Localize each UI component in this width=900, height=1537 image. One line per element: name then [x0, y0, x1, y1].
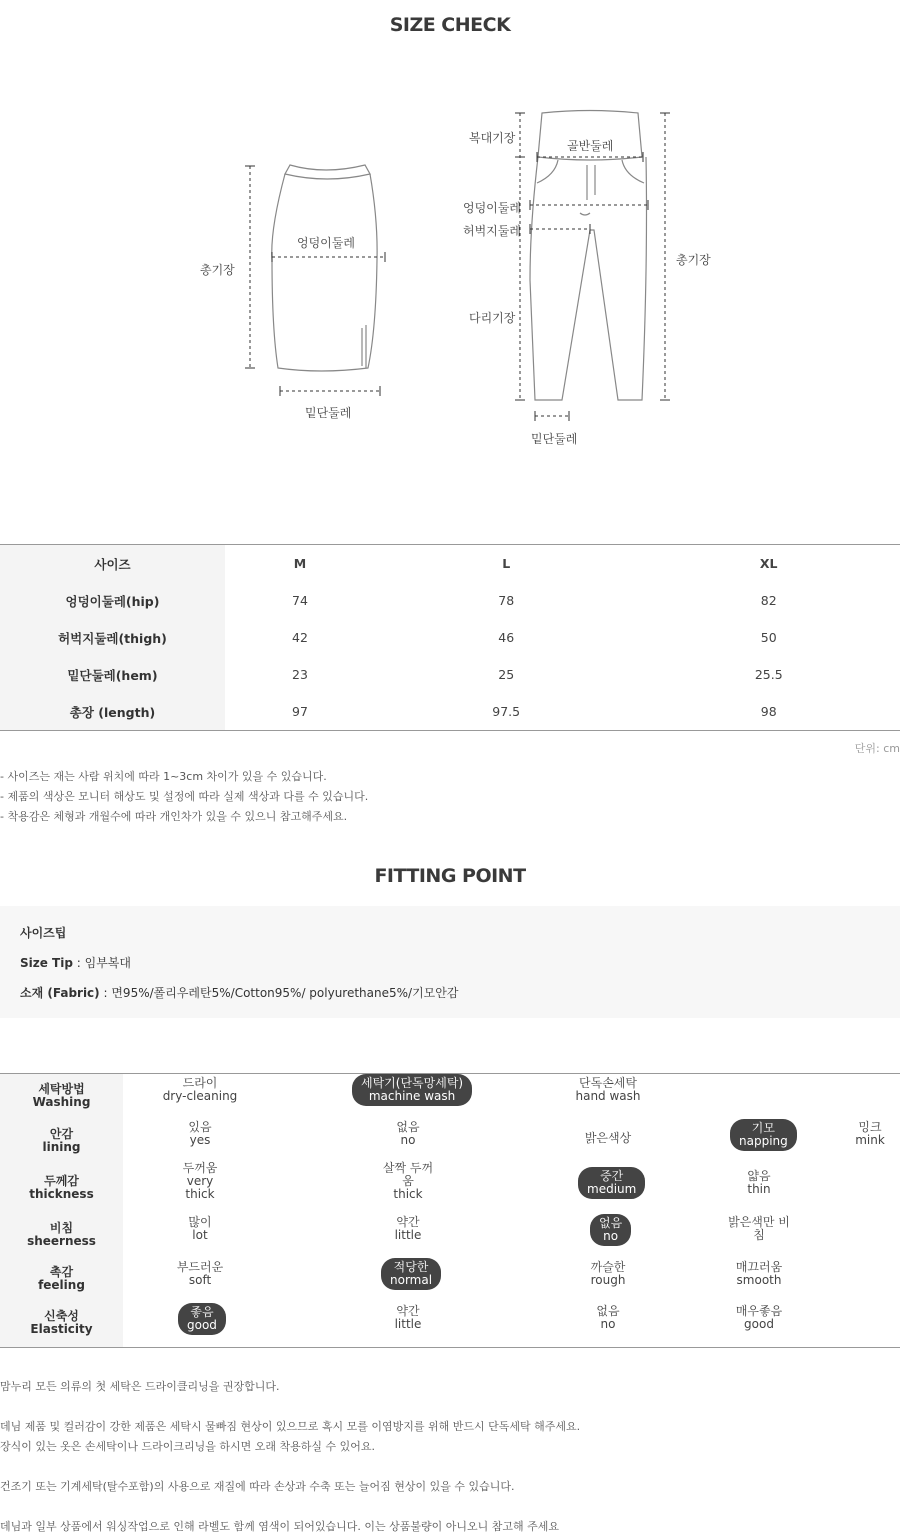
option-good-selected: 좋음 good — [178, 1303, 226, 1335]
fit-category: 안감 lining — [42, 1127, 81, 1154]
table-row — [0, 619, 900, 656]
size-notes — [0, 767, 368, 827]
table-cell: M — [225, 545, 375, 583]
option-no: 없음 no — [396, 1120, 420, 1147]
pants-belly-band-label: 복대기장 — [469, 131, 516, 145]
care-note: 데님 제품 및 컬러감이 강한 제품은 세탁시 물빠짐 현상이 있으므로 혹시 모를 이염방지를 위해 반드시 단독세탁 해주세요. — [0, 1420, 581, 1433]
fabric-row — [20, 984, 458, 1001]
option-hand-wash: 단독손세탁 hand wash — [575, 1076, 641, 1103]
table-cell: 46 — [498, 630, 515, 645]
pants-total-length-label: 총기장 — [676, 253, 711, 267]
option-soft: 부드러운 soft — [176, 1260, 224, 1287]
skirt-hem-marker — [270, 384, 390, 398]
table-cell: 밑단둘레(hem) — [0, 656, 225, 693]
table-cell: 98 — [637, 693, 900, 731]
table-cell: 78 — [498, 593, 515, 608]
size-tip-row — [20, 954, 131, 971]
size-table-header-row — [0, 545, 900, 583]
option-little: 약간 little — [394, 1215, 422, 1242]
size-tip-box — [0, 906, 900, 1018]
fit-row-elasticity — [0, 1301, 900, 1346]
table-cell: 허벅지둘레(thigh) — [0, 619, 225, 656]
size-tip-value: : 임부복대 — [72, 956, 131, 970]
table-cell: 23 — [292, 667, 308, 682]
table-cell: 사이즈 — [0, 545, 225, 583]
option-machine-wash-selected: 세탁기(단독망세탁) machine wash — [352, 1074, 472, 1106]
size-check-title: SIZE CHECK — [389, 14, 511, 36]
option-slightly-thick: 살짝 두꺼 움 thick — [382, 1161, 434, 1201]
fit-category: 세탁방법 Washing — [32, 1082, 91, 1109]
pants-hip-label: 엉덩이둘레 — [463, 201, 521, 215]
option-dry-cleaning: 드라이 dry-cleaning — [162, 1076, 238, 1103]
option-bright-only: 밝은색만 비 침 — [728, 1215, 790, 1242]
table-cell: 엉덩이둘레(hip) — [0, 582, 225, 619]
size-tip-box-title: 사이즈팁 — [20, 926, 67, 940]
option-yes: 있음 yes — [188, 1120, 212, 1147]
option-very-good: 매우좋음 good — [735, 1304, 783, 1331]
note-line: - 제품의 색상은 모니터 해상도 및 설정에 따라 실제 색상과 다를 수 있습니다. — [0, 790, 369, 803]
fabric-label: 소재 (Fabric) — [20, 986, 100, 1000]
table-row — [0, 693, 900, 731]
table-cell: 97.5 — [375, 693, 638, 731]
table-cell: XL — [637, 545, 900, 583]
option-very-thick: 두꺼움 very thick — [182, 1161, 218, 1201]
fit-row-lining — [0, 1119, 900, 1164]
size-tip-label: Size Tip — [20, 956, 73, 970]
fit-row-washing — [0, 1074, 900, 1119]
pants-thigh-label: 허벅지둘레 — [463, 224, 521, 238]
option-medium-selected: 중간 medium — [578, 1167, 645, 1199]
option-mink: 밍크 mink — [855, 1120, 885, 1147]
option-rough: 까슬한 rough — [590, 1260, 626, 1287]
pants-leg-length-label: 다리기장 — [469, 311, 516, 325]
option-thin: 얇음 thin — [747, 1169, 771, 1196]
option-none-selected: 없음 no — [590, 1214, 631, 1246]
option-smooth: 매끄러움 smooth — [735, 1260, 783, 1287]
fitting-point-title: FITTING POINT — [374, 865, 526, 887]
table-cell: L — [375, 545, 638, 583]
table-cell: 74 — [292, 593, 308, 608]
table-cell: 82 — [760, 593, 777, 608]
size-table — [0, 544, 900, 731]
note-line: - 사이즈는 재는 사람 위치에 따라 1~3cm 차이가 있을 수 있습니다. — [0, 770, 327, 783]
pants-pelvis-label: 골반둘레 — [567, 139, 614, 153]
fit-category: 비침 sheerness — [27, 1221, 96, 1248]
option-lot: 많이 lot — [188, 1215, 212, 1242]
skirt-total-length-label: 총기장 — [200, 263, 235, 277]
skirt-hem-label: 밑단둘레 — [305, 406, 352, 420]
fit-category: 촉감 feeling — [38, 1265, 85, 1292]
fit-category: 신축성 Elasticity — [30, 1309, 93, 1336]
option-normal-selected: 적당한 normal — [381, 1258, 441, 1290]
care-note: 장식이 있는 옷은 손세탁이나 드라이크리닝을 하시면 오래 착용하실 수 있어요. — [0, 1440, 375, 1453]
table-cell: 97 — [225, 693, 375, 731]
table-cell: 25 — [498, 667, 515, 682]
pants-hem-marker — [525, 409, 580, 423]
skirt-hip-label: 엉덩이둘레 — [297, 236, 355, 250]
pants-hem-label: 밑단둘레 — [531, 432, 578, 446]
care-note: 데님과 일부 상품에서 워싱작업으로 인해 라벨도 함께 염색이 되어있습니다. 이는 상품불량이 아니오니 참고해 주세요 — [0, 1520, 559, 1533]
option-no: 없음 no — [596, 1304, 620, 1331]
table-cell: 50 — [760, 630, 777, 645]
unit-label: 단위: cm — [854, 742, 900, 755]
fitting-table — [0, 1073, 900, 1348]
table-row — [0, 656, 900, 693]
option-bright-color: 밝은색상 — [584, 1131, 632, 1145]
table-row — [0, 582, 900, 619]
table-cell: 42 — [292, 630, 308, 645]
fit-row-thickness — [0, 1162, 900, 1210]
note-line: - 착용감은 체형과 개월수에 따라 개인차가 있을 수 있으니 참고해주세요. — [0, 810, 348, 823]
care-note: 건조기 또는 기계세탁(탈수포함)의 사용으로 재질에 따라 손상과 수축 또는 늘어짐 현상이 있을 수 있습니다. — [0, 1480, 515, 1493]
option-little: 약간 little — [394, 1304, 422, 1331]
fit-row-feeling — [0, 1257, 900, 1302]
table-cell: 총장 (length) — [0, 693, 225, 731]
fit-row-sheerness — [0, 1212, 900, 1257]
fit-category: 두께감 thickness — [29, 1174, 94, 1201]
table-cell: 25.5 — [754, 667, 783, 682]
fabric-value: : 면95%/폴리우레탄5%/Cotton95%/ polyurethane5%/기모안감 — [99, 986, 459, 1000]
care-note: 맘누리 모든 의류의 첫 세탁은 드라이클리닝을 권장합니다. — [0, 1380, 280, 1393]
option-napping-selected: 기모 napping — [730, 1119, 797, 1151]
